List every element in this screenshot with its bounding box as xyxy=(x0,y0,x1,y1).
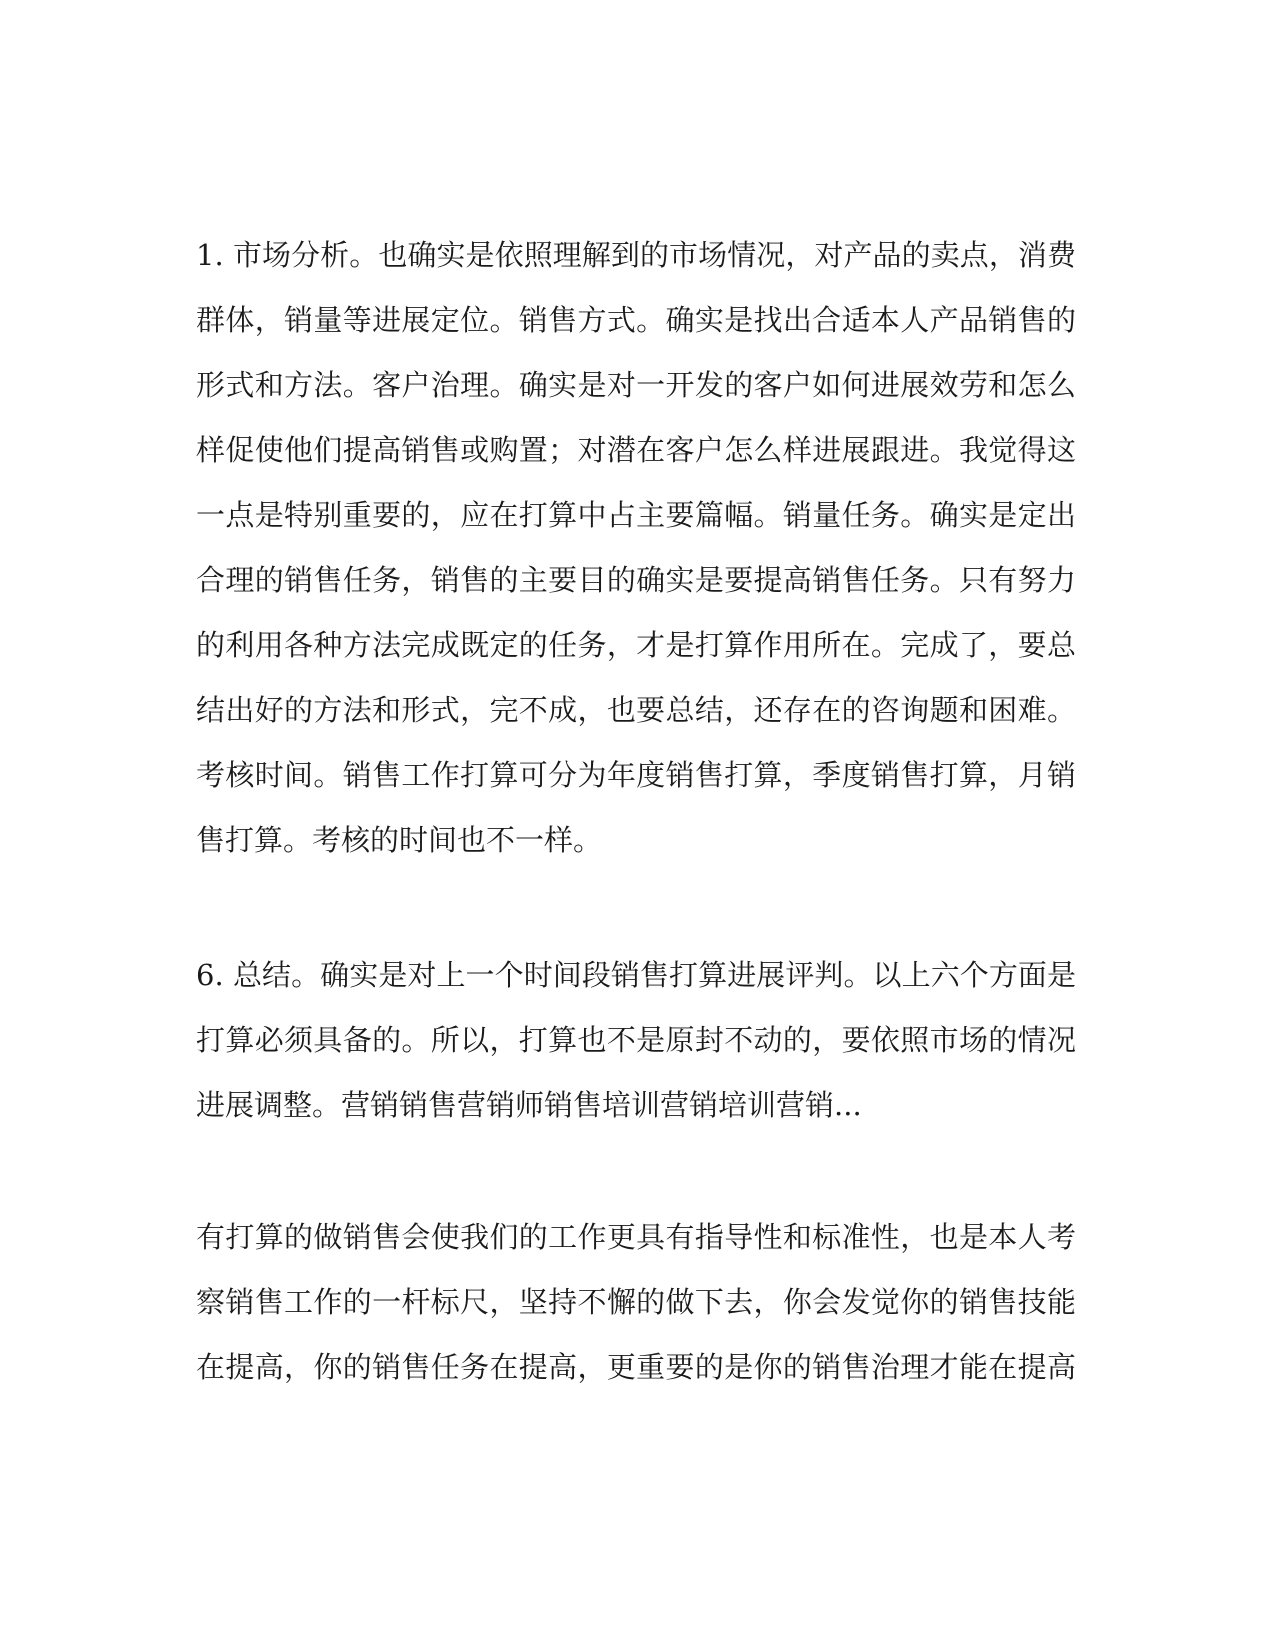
paragraph-line: 打算必须具备的。所以，打算也不是原封不动的，要依照市场的情况 xyxy=(196,1023,1076,1057)
paragraph-summary xyxy=(196,943,1076,1138)
paragraph-line: 样促使他们提高销售或购置；对潜在客户怎么样进展跟进。我觉得这 xyxy=(196,433,1076,467)
paragraph-line: 有打算的做销售会使我们的工作更具有指导性和标准性，也是本人考 xyxy=(196,1220,1076,1254)
paragraph-line: 考核时间。销售工作打算可分为年度销售打算，季度销售打算，月销 xyxy=(196,758,1076,792)
paragraph-line: 售打算。考核的时间也不一样。 xyxy=(196,823,603,857)
paragraph-line: 察销售工作的一杆标尺，坚持不懈的做下去，你会发觉你的销售技能 xyxy=(196,1285,1076,1319)
paragraph-line: 在提高，你的销售任务在提高，更重要的是你的销售治理才能在提高 xyxy=(196,1350,1076,1384)
paragraph-line: 6. 总结。确实是对上一个时间段销售打算进展评判。以上六个方面是 xyxy=(196,958,1076,992)
paragraph-line: 形式和方法。客户治理。确实是对一开发的客户如何进展效劳和怎么 xyxy=(196,368,1076,402)
paragraph-line: 群体，销量等进展定位。销售方式。确实是找出合适本人产品销售的 xyxy=(196,303,1076,337)
paragraph-line: 的利用各种方法完成既定的任务，才是打算作用所在。完成了，要总 xyxy=(196,628,1076,662)
paragraph-line: 1. 市场分析。也确实是依照理解到的市场情况，对产品的卖点，消费 xyxy=(196,238,1076,272)
paragraph-line: 结出好的方法和形式，完不成，也要总结，还存在的咨询题和困难。 xyxy=(196,693,1076,727)
paragraph-market-analysis xyxy=(196,223,1076,873)
paragraph-line: 一点是特别重要的，应在打算中占主要篇幅。销量任务。确实是定出 xyxy=(196,498,1076,532)
paragraph-line: 进展调整。营销销售营销师销售培训营销培训营销... xyxy=(196,1088,862,1122)
paragraph-line: 合理的销售任务，销售的主要目的确实是要提高销售任务。只有努力 xyxy=(196,563,1076,597)
paragraph-conclusion xyxy=(196,1205,1076,1400)
